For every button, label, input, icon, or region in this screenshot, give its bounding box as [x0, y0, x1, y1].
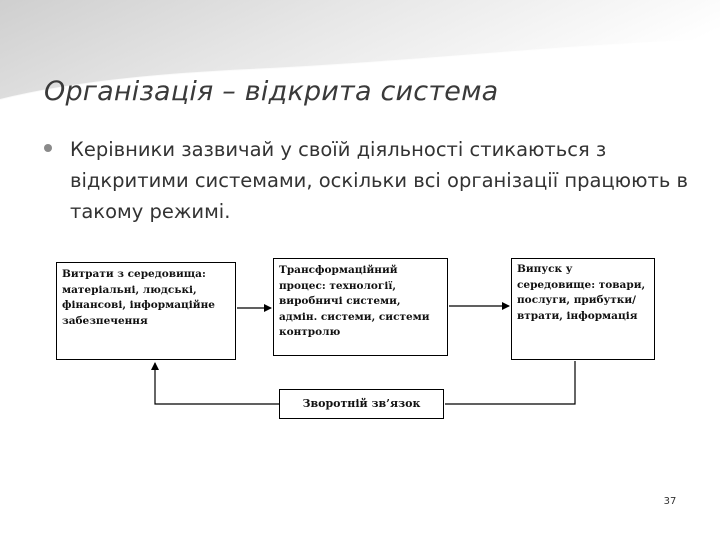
outputs-box: Випуск у середовище: товари, послуги, прибутки/втрати, інформація [511, 258, 655, 360]
transformation-box: Трансформаційний процес: технології, виробничі системи, адмін. системи, системи контролю [273, 258, 448, 356]
slide-title: Організація – відкрита система [44, 76, 499, 107]
feedback-arrow-left [155, 363, 279, 404]
feedback-line-right [445, 361, 575, 404]
inputs-box: Витрати з середовища: матеріальні, людські, фінансові, інформаційне забезпечення [56, 262, 236, 360]
feedback-box: Зворотній зв’язок [279, 389, 444, 419]
slide-number: 37 [663, 496, 677, 507]
bullet-text: Керівники зазвичай у своїй діяльності стикаються з відкритими системами, оскільки всі організації працюють в такому режимі. [70, 138, 689, 223]
